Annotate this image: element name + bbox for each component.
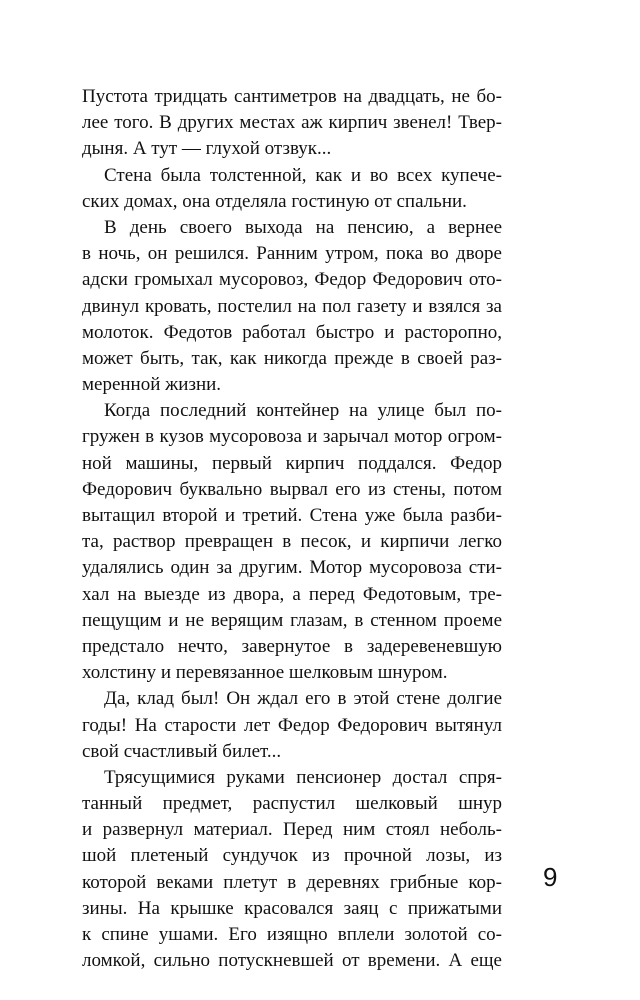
- text-line: холстину и перевязанное шелковым шнуром.: [82, 662, 448, 684]
- text-line: В день своего выхода на пенсию, а вернее: [104, 216, 502, 238]
- text-line: ной машины, первый кирпич поддался. Федор: [82, 452, 502, 474]
- text-line: к спине ушами. Его изящно вплели золотой со-: [82, 924, 502, 945]
- paragraph: [82, 163, 502, 215]
- text-line: которой веками плетут в деревнях грибные кор-: [82, 871, 502, 893]
- text-line: молоток. Федотов работал быстро и расторопно,: [82, 321, 502, 343]
- text-line: в ночь, он решился. Ранним утром, пока во дворе: [82, 243, 502, 265]
- text-line: адски громыхал мусоровоз, Федор Федорович ото-: [82, 269, 502, 291]
- page-number: 9: [543, 862, 558, 892]
- text-line: гружен в кузов мусоровоза и зарычал мотор огром-: [82, 426, 502, 448]
- text-line: лее того. В других местах аж кирпич звенел! Твер-: [82, 112, 502, 134]
- text-line: Трясущимися руками пенсионер достал спря-: [104, 766, 502, 788]
- text-line: годы! На старости лет Федор Федорович вытянул: [82, 714, 502, 736]
- text-line: Пустота тридцать сантиметров на двадцать, не бо-: [82, 86, 502, 107]
- text-line: танный предмет, распустил шелковый шнур: [82, 793, 502, 815]
- paragraph: [82, 398, 502, 686]
- paragraph: [82, 765, 502, 975]
- paragraph: [82, 686, 502, 765]
- text-line: ских домах, она отделяла гостиную от спальни.: [82, 190, 467, 212]
- text-line: хал на выезде из двора, а перед Федотовым, тре-: [82, 583, 502, 605]
- text-line: Стена была толстенной, как и во всех купече-: [104, 164, 502, 186]
- text-line: свой счастливый билет...: [82, 740, 282, 762]
- text-line: и развернул материал. Перед ним стоял неболь-: [82, 819, 502, 841]
- text-line: шой плетеный сундучок из прочной лозы, из: [82, 845, 502, 867]
- text-line: дыня. А тут — глухой отзвук...: [82, 138, 332, 160]
- text-line: Да, клад был! Он ждал его в этой стене долгие: [104, 688, 502, 710]
- text-line: ломкой, сильно потускневшей от времени. А еще: [82, 950, 502, 972]
- text-line: двинул кровать, постелил на пол газету и взялся за: [82, 295, 502, 317]
- text-line: удалялись один за другим. Мотор мусоровоза сти-: [82, 557, 502, 579]
- text-line: вытащил второй и третий. Стена уже была разби-: [82, 505, 502, 526]
- text-line: пещущим и не верящим глазам, в стенном проеме: [82, 609, 502, 631]
- text-line: Федорович буквально вырвал его из стены, потом: [82, 478, 502, 500]
- text-line: та, раствор превращен в песок, и кирпичи легко: [82, 531, 502, 553]
- text-line: предстало нечто, завернутое в задеревеневшую: [82, 635, 502, 657]
- text-line: зины. На крышке красовался заяц с прижатыми: [82, 897, 502, 919]
- paragraph: [82, 84, 502, 163]
- text-line: может быть, так, как никогда прежде в своей раз-: [82, 347, 502, 369]
- text-line: меренной жизни.: [82, 374, 222, 396]
- text-line: Когда последний контейнер на улице был по-: [104, 400, 502, 422]
- paragraph: [82, 215, 502, 398]
- body-text: [82, 84, 502, 974]
